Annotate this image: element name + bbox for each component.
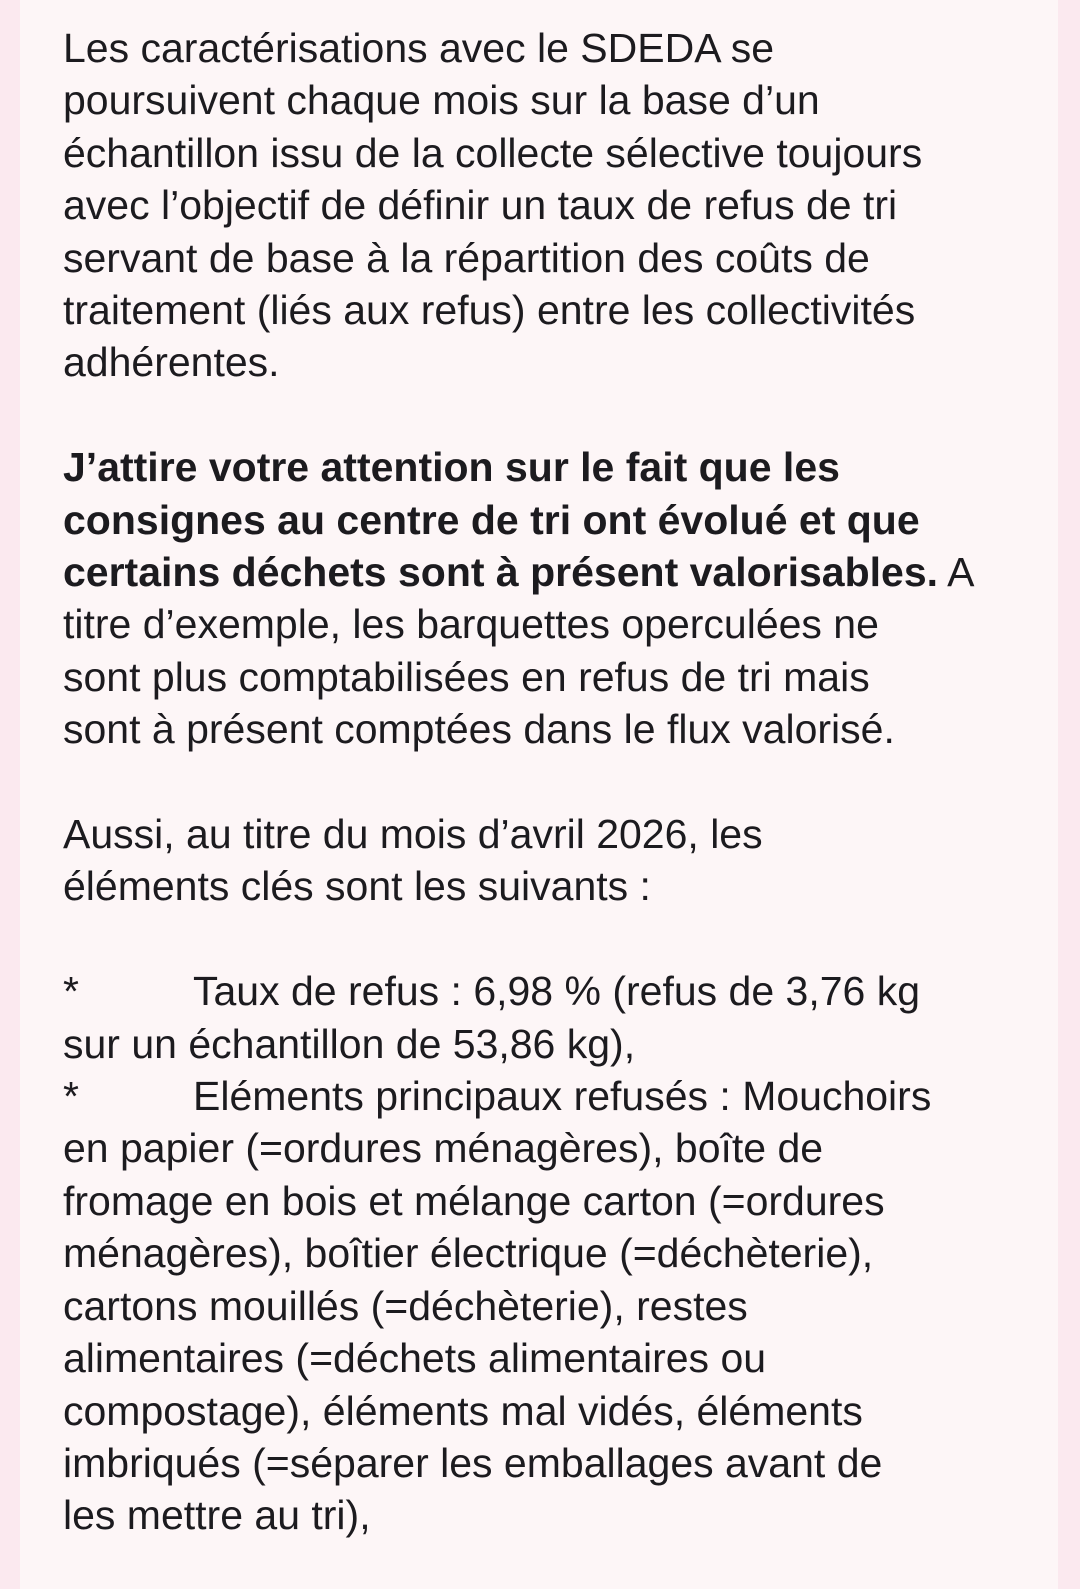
paragraph-key-elements-intro: Aussi, au titre du mois d’avril 2026, les éléments clés sont les suivants : — [63, 811, 763, 910]
paragraph-gap — [63, 756, 1023, 808]
bullet-refused-items — [63, 1070, 1023, 1542]
bullet-marker: * — [63, 1073, 79, 1120]
message-body — [63, 22, 1023, 1542]
paragraph-characterisations: Les caractérisations avec le SDEDA se poursuivent chaque mois sur la base d’un échantillon issu de la collecte sélective toujours avec l’objectif de définir un taux de refus de tri servant de base à la répartition des coûts de traitement (liés aux refus) entre les collectivités adhérentes. — [63, 25, 923, 386]
bullet-refusal-rate — [63, 965, 1023, 1070]
bullet-marker: * — [63, 968, 79, 1015]
message-page — [20, 0, 1058, 1589]
bullet-text: Eléments principaux refusés : Mouchoirs en papier (=ordures ménagères), boîte de fromage en bois et mélange carton (=ordures ménagères), boîtier électrique (=déchèterie), cartons mouillés (=déchèterie), restes alimentaires (=déchets alimentaires ou compostage), éléments mal vidés, éléments imbriqués (=séparer les emballages avant de les mettre au tri), — [63, 1073, 932, 1539]
paragraph-attention — [63, 441, 1023, 755]
paragraph-gap — [63, 913, 1023, 965]
bullet-text: Taux de refus : 6,98 % (refus de 3,76 kg sur un échantillon de 53,86 kg), — [63, 968, 921, 1067]
paragraph-gap — [63, 389, 1023, 441]
attention-bold-text: J’attire votre attention sur le fait que les consignes au centre de tri ont évolué et que certains déchets sont à présent valorisables. — [63, 444, 939, 596]
attention-regular-text: A titre d’exemple, les barquettes operculées ne sont plus comptabilisées en refus de tri mais sont à présent comptées dans le flux valorisé. — [63, 549, 975, 753]
